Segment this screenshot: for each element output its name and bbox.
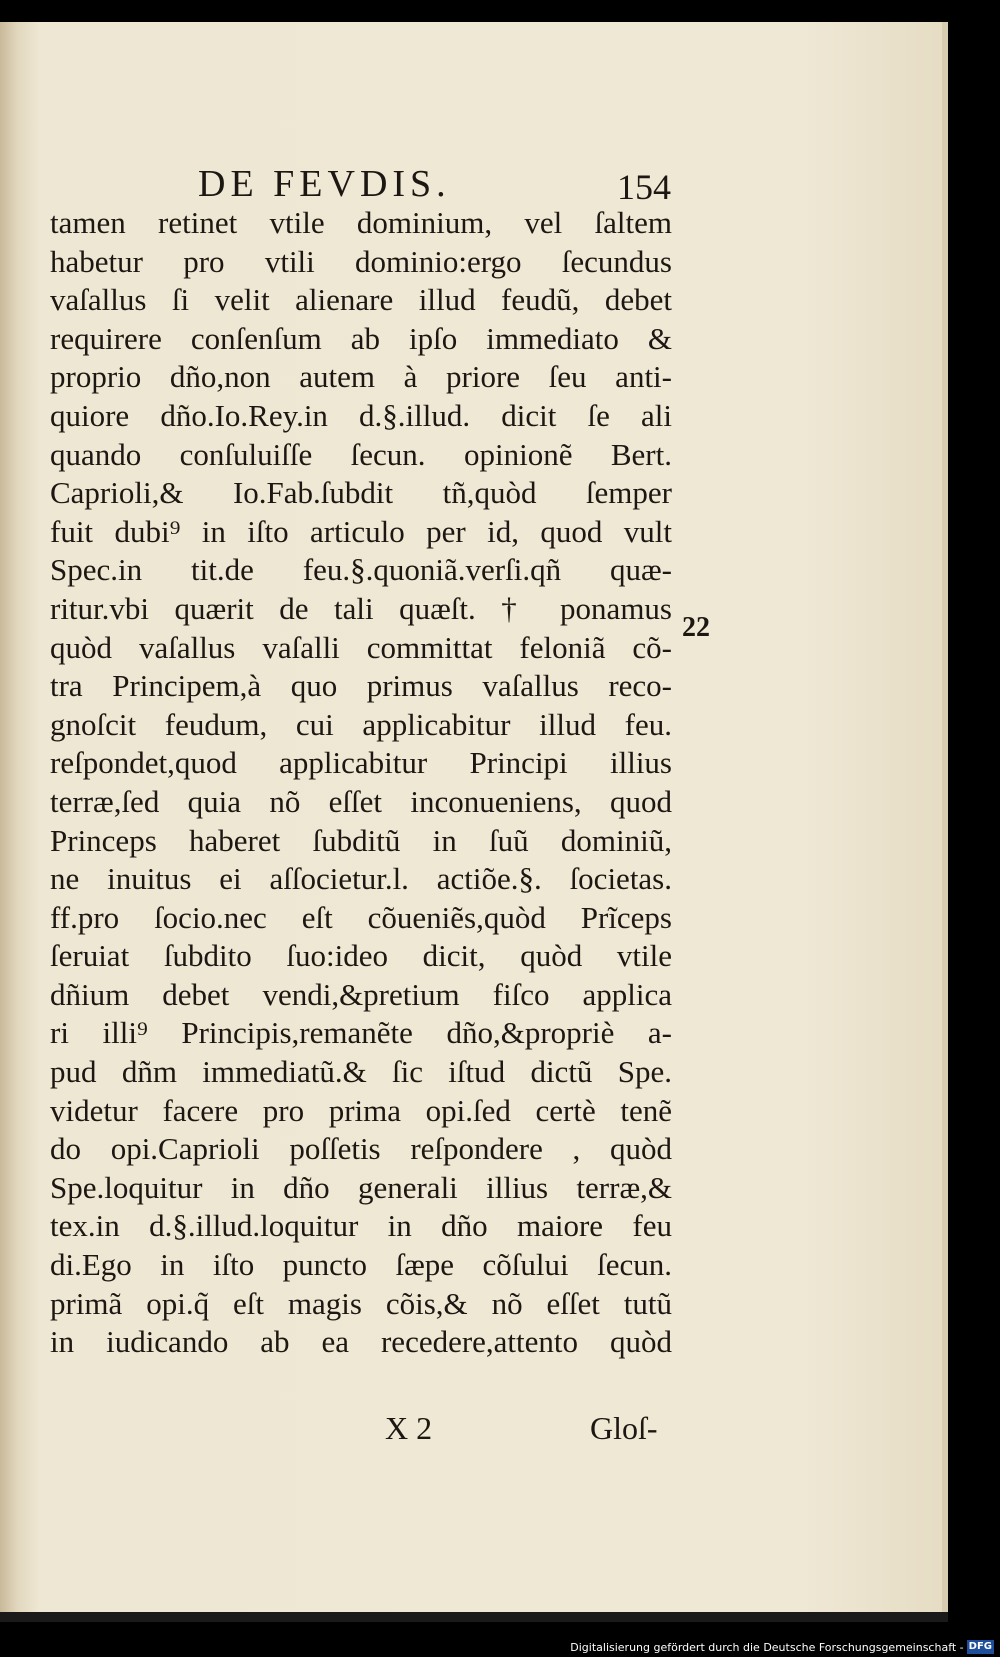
text-line: quiore dño.Io.Rey.in d.§.illud. dicit ſe ali: [50, 397, 672, 433]
text-line: primã opi.q̃ eſt magis cõis,& nõ eſſet tutũ: [50, 1285, 672, 1321]
funding-credit: [570, 1638, 994, 1656]
text-line: tra Principem,à quo primus vaſallus reco-: [50, 668, 672, 704]
folio-number: 154: [617, 167, 671, 207]
text-line: Spe.loquitur in dño generali illius terræ,&: [50, 1169, 672, 1205]
text-line: pud dñm immediatũ.& ſic iſtud dictũ Spe.: [50, 1054, 672, 1090]
body-text: [50, 204, 672, 1362]
text-line: gnoſcit feudum, cui applicabitur illud feu.: [50, 706, 672, 742]
text-line: tex.in d.§.illud.loquitur in dño maiore feu: [50, 1208, 672, 1244]
margin-note: 22: [682, 612, 710, 643]
text-line: ritur.vbi quærit de tali quæſt. † ponamus: [50, 590, 672, 626]
text-line: Spec.in tit.de feu.§.quoniã.verſi.qñ quæ-: [50, 552, 672, 588]
book-page: [0, 22, 948, 1622]
text-line: proprio dño,non autem à priore ſeu anti-: [50, 359, 672, 395]
text-line: quòd vaſallus vaſalli committat feloniã cõ-: [50, 629, 672, 665]
text-line: di.Ego in iſto puncto ſæpe cõſului ſecun.: [50, 1247, 672, 1283]
text-line: vaſallus ſi velit alienare illud feudũ, debet: [50, 282, 672, 318]
signature-mark: X 2: [385, 1410, 433, 1446]
text-line: requirere conſenſum ab ipſo immediato &: [50, 320, 672, 356]
text-line: do opi.Caprioli poſſetis reſpondere , quòd: [50, 1131, 672, 1167]
text-line: habetur pro vtili dominio:ergo ſecundus: [50, 243, 672, 279]
text-line: Caprioli,& Io.Fab.ſubdit tñ,quòd ſemper: [50, 475, 672, 511]
page-edge-shadow: [0, 1612, 948, 1622]
text-line: in iudicando ab ea recedere,attento quòd: [50, 1324, 672, 1360]
page-footer: [0, 1410, 948, 1454]
text-line: Princeps haberet ſubditũ in ſuũ dominiũ,: [50, 822, 672, 858]
text-line: ri illi⁹ Principis,remanẽte dño,&propriè a-: [50, 1015, 672, 1051]
text-line: reſpondet,quod applicabitur Principi illius: [50, 745, 672, 781]
text-line: videtur facere pro prima opi.ſed certè tenẽ: [50, 1092, 672, 1128]
dfg-logo: DFG: [968, 1641, 992, 1652]
text-line: tamen retinet vtile dominium, vel ſaltem: [50, 205, 672, 240]
running-head: DE FEVDIS.: [198, 163, 451, 205]
text-line: quando conſuluiſſe ſecun. opinionẽ Bert.: [50, 436, 672, 472]
text-line: ſeruiat ſubdito ſuo:ideo dicit, quòd vtile: [50, 938, 672, 974]
text-line: fuit dubi⁹ in iſto articulo per id, quod vult: [50, 513, 672, 549]
text-line: terræ,ſed quia nõ eſſet inconueniens, quod: [50, 783, 672, 819]
text-line: ne inuitus ei aſſocietur.l. actiõe.§. ſocietas.: [50, 861, 672, 897]
credit-text: Digitalisierung gefördert durch die Deutsche Forschungsgemeinschaft -: [570, 1640, 964, 1654]
catchword: Gloſ-: [590, 1410, 658, 1446]
text-line: ff.pro ſocio.nec eſt cõueniẽs,quòd Prĩceps: [50, 899, 672, 935]
text-line: dñium debet vendi,&pretium fiſco applica: [50, 976, 672, 1012]
